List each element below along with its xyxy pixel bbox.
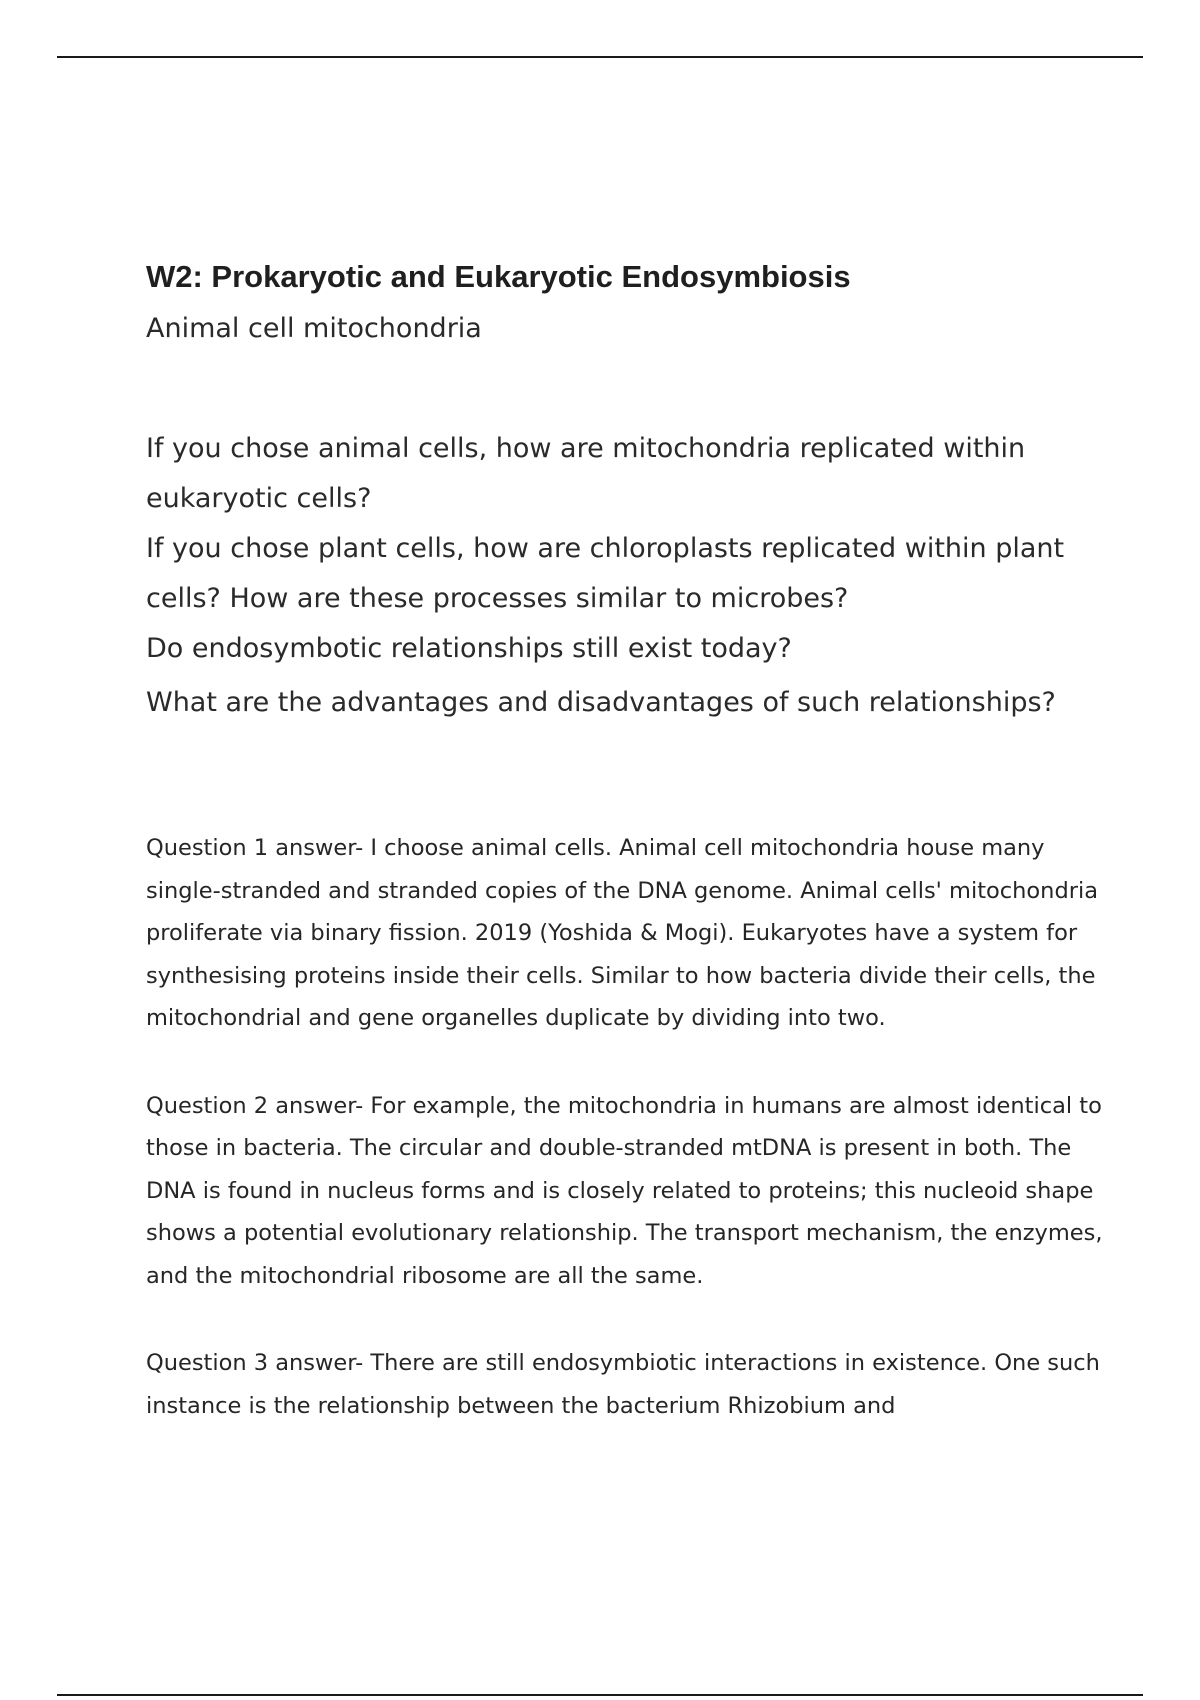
answer-1: Question 1 answer- I choose animal cells. Animal cell mitochondria house many single-stranded and stranded copies of the DNA genome. Animal cells' mitochondria proliferate via binary fission. 2019 (Yoshida & Mogi). Eukaryotes have a system for synthesising proteins inside their cells. Similar to how bacteria divide their cells, the mitochondrial and gene organelles duplicate by dividing into two. bbox=[146, 835, 1099, 1031]
prompt-question-3: Do endosymbotic relationships still exist today? bbox=[146, 633, 792, 664]
footer-rule bbox=[57, 1694, 1143, 1696]
answers-section bbox=[146, 827, 1106, 1472]
prompt-question-1: If you chose animal cells, how are mitochondria replicated within eukaryotic cells? bbox=[146, 433, 1026, 514]
document-subtitle: Animal cell mitochondria bbox=[146, 313, 482, 344]
prompt-question-4: What are the advantages and disadvantages of such relationships? bbox=[146, 687, 1056, 718]
header-rule bbox=[57, 56, 1143, 58]
answer-2: Question 2 answer- For example, the mitochondria in humans are almost identical to those in bacteria. The circular and double-stranded mtDNA is present in both. The DNA is found in nucleus forms and is closely related to proteins; this nucleoid shape shows a potential evolutionary relationship. The transport mechanism, the enzymes, and the mitochondrial ribosome are all the same. bbox=[146, 1092, 1103, 1289]
prompt-questions bbox=[146, 424, 1106, 728]
prompt-question-2: If you chose plant cells, how are chloroplasts replicated within plant cells? How are these processes similar to microbes? bbox=[146, 533, 1065, 614]
answer-3: Question 3 answer- There are still endosymbiotic interactions in existence. One such instance is the relationship between the bacterium Rhizobium and bbox=[146, 1350, 1100, 1419]
document-title: W2: Prokaryotic and Eukaryotic Endosymbiosis bbox=[146, 259, 851, 294]
